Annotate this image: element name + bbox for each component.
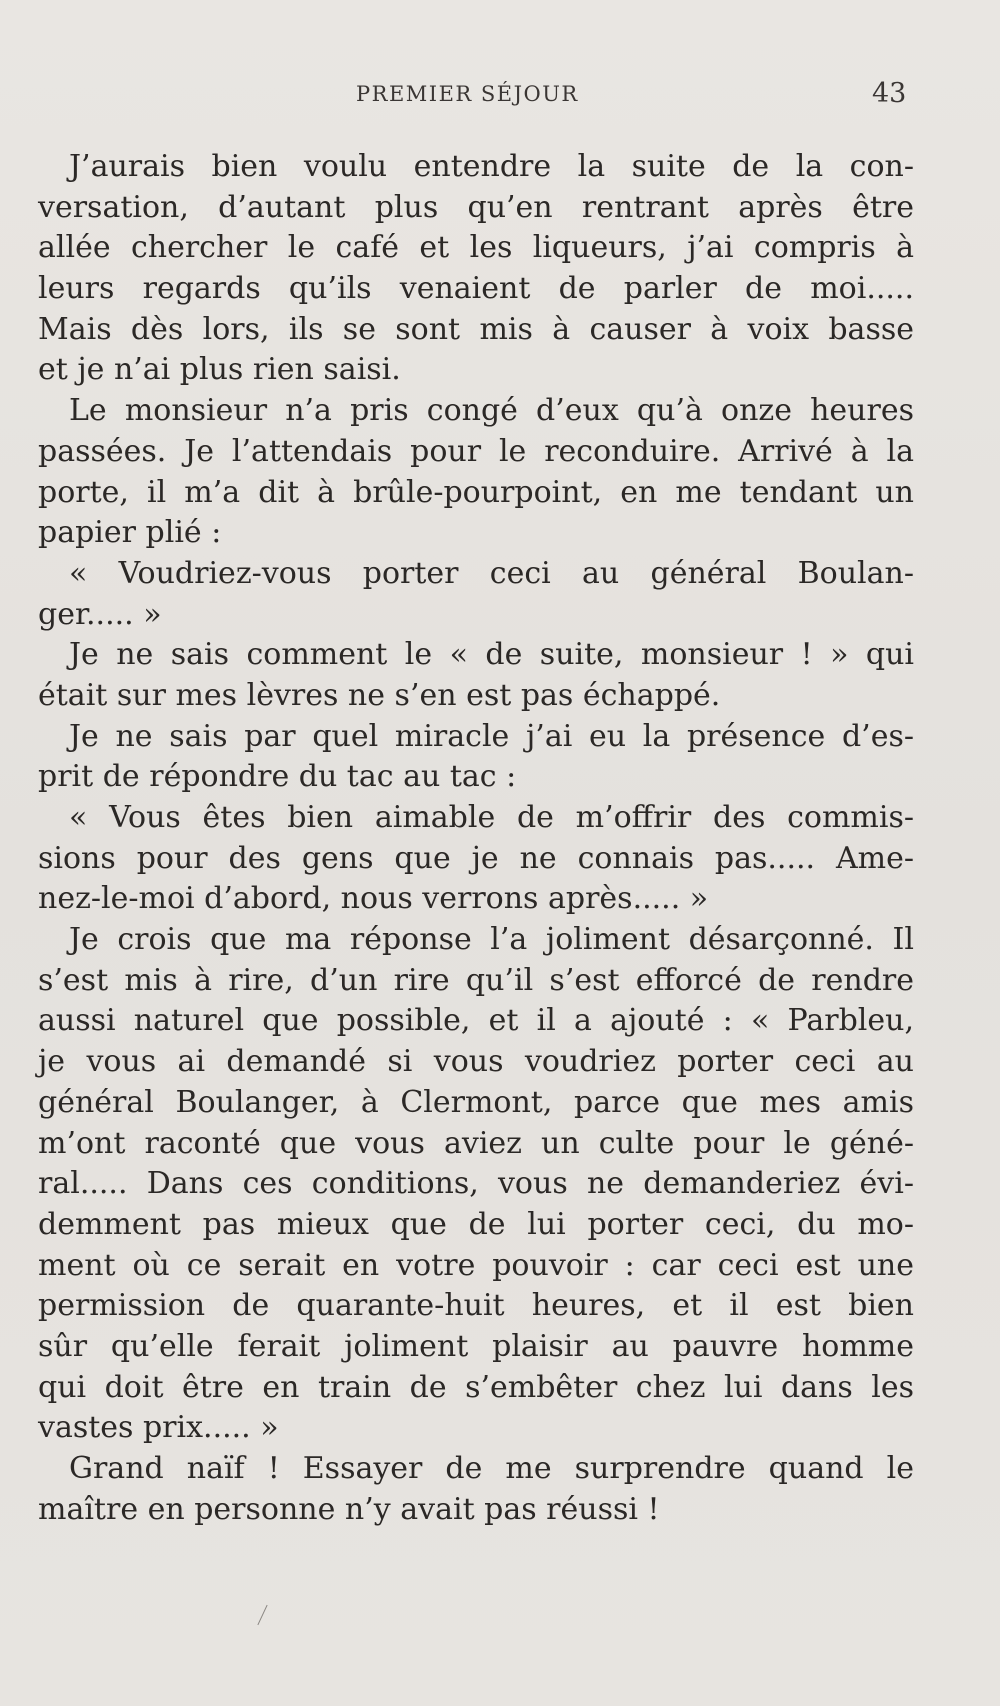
text-line: et je n’ai plus rien saisi. [38,352,401,388]
text-line: était sur mes lèvres ne s’en est pas échappé. [38,677,721,713]
text-line: J’aurais bien voulu entendre la suite de la con- [69,149,914,184]
text-line: papier plié : [38,515,222,551]
text-line: s’est mis à rire, d’un rire qu’il s’est efforcé de rendre [38,962,914,998]
text-line: Le monsieur n’a pris congé d’eux qu’à onze heures [69,393,914,429]
text-line: permission de quarante-huit heures, et il est bien [38,1288,914,1324]
running-title: PREMIER SÉJOUR [356,82,579,106]
text-line: demment pas mieux que de lui porter ceci, du mo- [38,1206,914,1242]
text-line: aussi naturel que possible, et il a ajouté : « Parbleu, [38,1003,914,1039]
text-line: ment où ce serait en votre pouvoir : car ceci est une [38,1247,914,1283]
text-line: m’ont raconté que vous aviez un culte pour le géné- [38,1125,914,1161]
body-text [38,147,914,1530]
text-line: ral..... Dans ces conditions, vous ne demanderiez évi- [38,1166,914,1202]
text-line: « Voudriez-vous porter ceci au général Boulan- [69,555,914,591]
stray-pen-mark [257,1605,267,1625]
text-line: je vous ai demandé si vous voudriez porter ceci au [38,1044,914,1080]
text-line: Grand naïf ! Essayer de me surprendre quand le [69,1451,914,1486]
page-number: 43 [872,78,907,109]
text-line: passées. Je l’attendais pour le reconduire. Arrivé à la [38,433,914,469]
text-line: sûr qu’elle ferait joliment plaisir au pauvre homme [38,1328,914,1364]
text-line: porte, il m’a dit à brûle-pourpoint, en me tendant un [38,474,914,510]
text-line: prit de répondre du tac au tac : [38,759,517,795]
text-line: versation, d’autant plus qu’en rentrant après être [38,189,914,225]
text-line: allée chercher le café et les liqueurs, j’ai compris à [38,230,914,266]
text-line: leurs regards qu’ils venaient de parler de moi..... [38,271,914,307]
text-line: qui doit être en train de s’embêter chez lui dans les [38,1369,914,1405]
text-line: Je ne sais comment le « de suite, monsieur ! » qui [69,637,914,673]
text-line: vastes prix..... » [38,1410,279,1446]
text-line: Mais dès lors, ils se sont mis à causer à voix basse [38,311,914,347]
text-line: nez-le-moi d’abord, nous verrons après..... » [38,881,709,917]
text-line: ger..... » [38,596,162,632]
text-line: Je ne sais par quel miracle j’ai eu la présence d’es- [69,718,914,754]
text-line: « Vous êtes bien aimable de m’offrir des commis- [69,800,914,835]
text-line: Je crois que ma réponse l’a joliment désarçonné. Il [69,922,914,958]
text-line: maître en personne n’y avait pas réussi ! [38,1491,660,1527]
running-head [0,78,1000,112]
text-line: général Boulanger, à Clermont, parce que mes amis [38,1084,914,1120]
text-line: sions pour des gens que je ne connais pas..... Ame- [38,840,914,876]
